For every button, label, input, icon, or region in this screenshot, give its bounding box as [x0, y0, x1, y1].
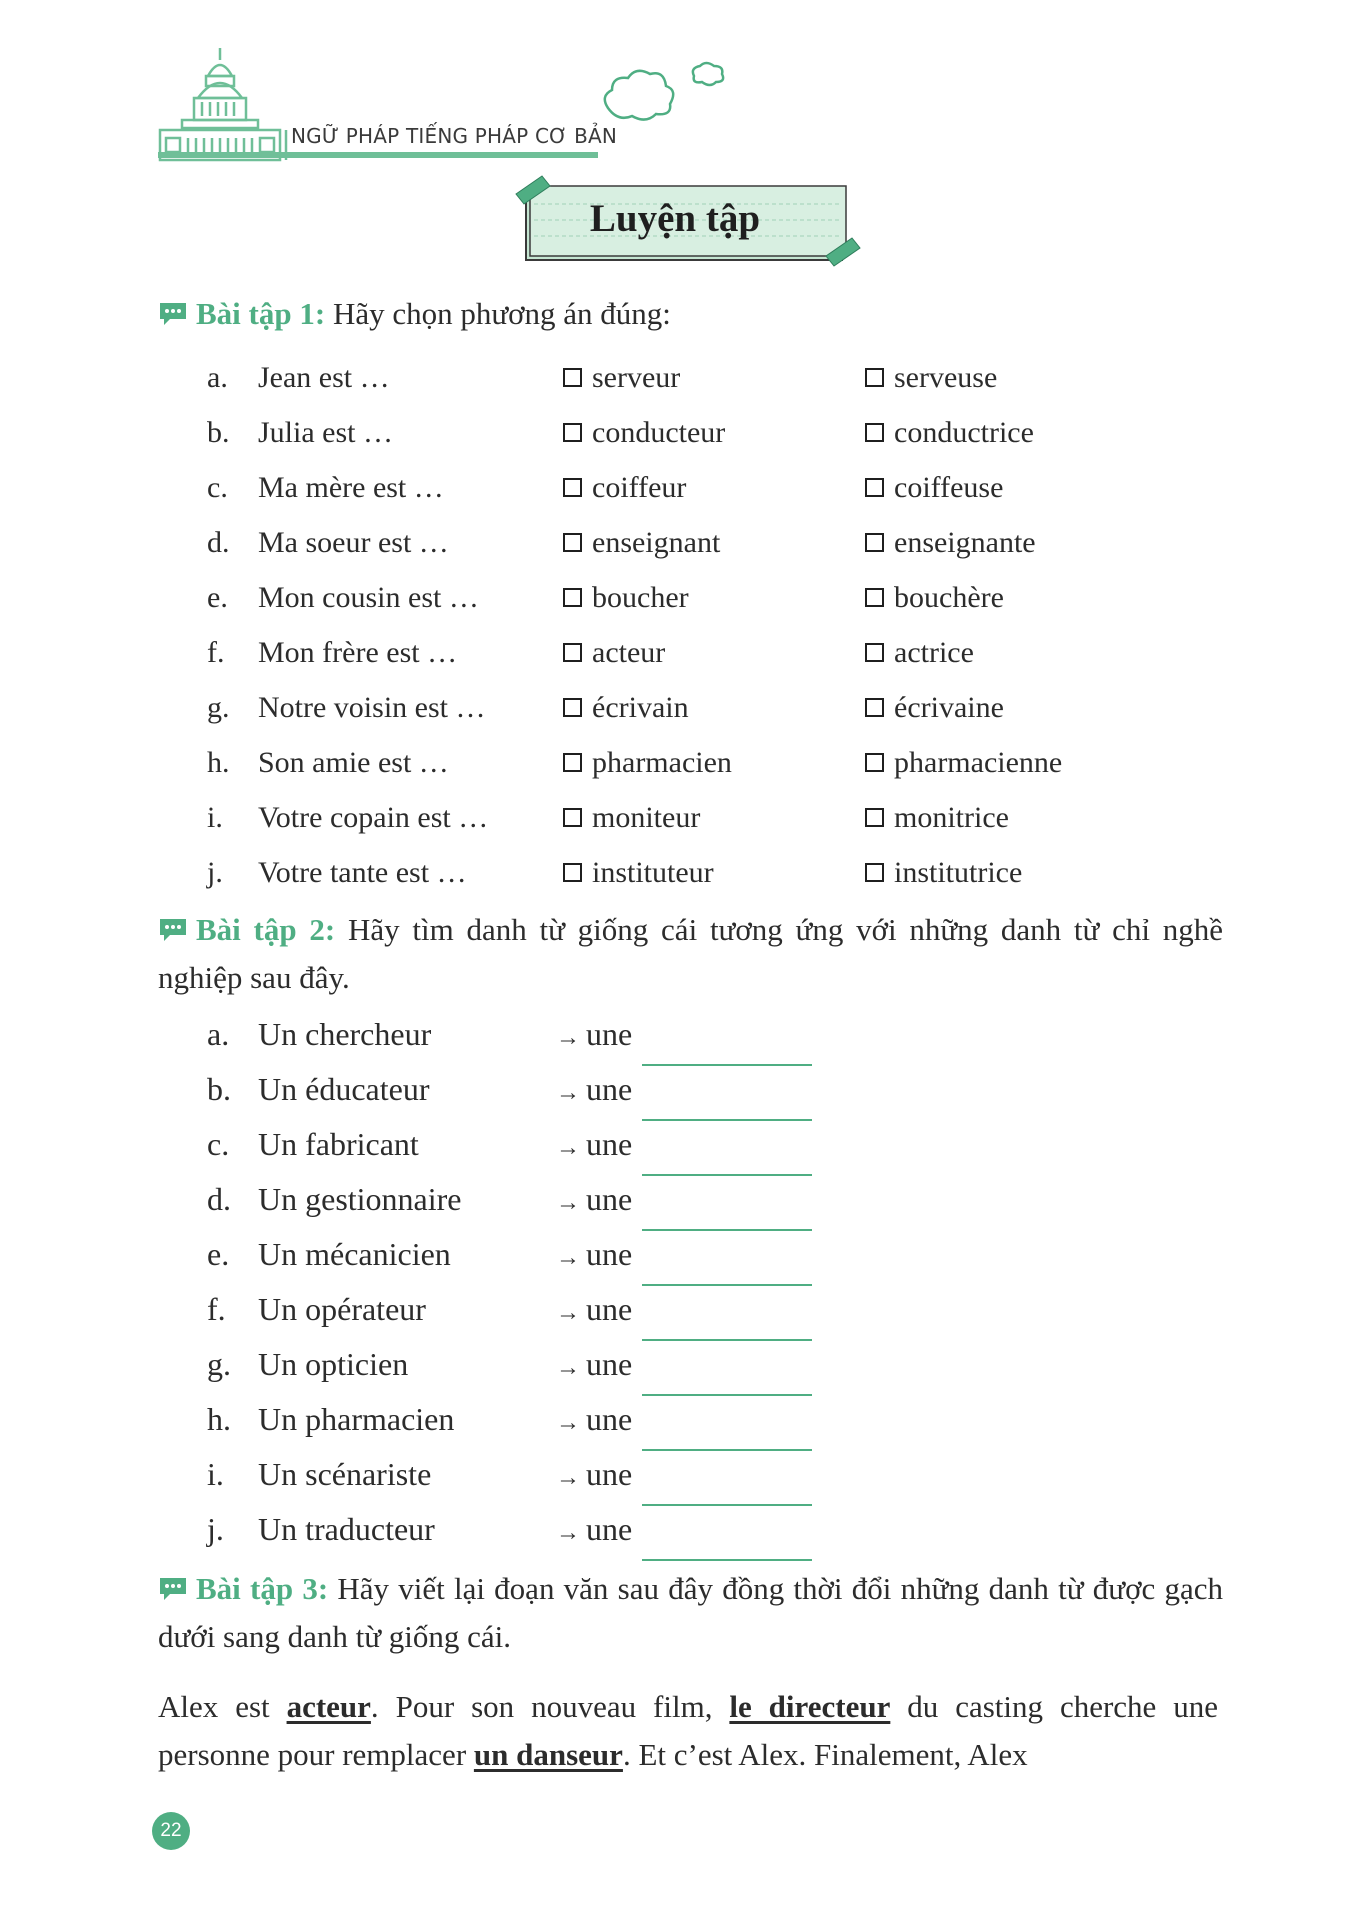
- checkbox[interactable]: [865, 478, 884, 497]
- exercise1-instruction: Hãy chọn phương án đúng:: [332, 296, 671, 331]
- list-item: [0, 1502, 1355, 1557]
- list-item: [0, 1117, 1355, 1172]
- option-label: serveuse: [894, 361, 998, 394]
- checkbox[interactable]: [563, 588, 582, 607]
- option-label: écrivaine: [894, 691, 1004, 724]
- option-label: conductrice: [894, 416, 1034, 449]
- item-letter: d.: [207, 1181, 231, 1217]
- option-label: instituteur: [592, 856, 714, 889]
- item-noun: Un opticien: [258, 1346, 409, 1382]
- item-letter: j.: [207, 856, 223, 889]
- arrow-icon: →: [556, 1190, 580, 1216]
- answer-prefix: une: [586, 1071, 633, 1107]
- checkbox[interactable]: [865, 368, 884, 387]
- arrow-icon: →: [556, 1080, 580, 1106]
- option-1[interactable]: [563, 570, 689, 625]
- section-title: Luyện tập: [589, 197, 761, 240]
- underlined-noun: un danseur: [473, 1737, 623, 1772]
- item-noun: Un opérateur: [258, 1291, 426, 1327]
- item-letter: a.: [207, 361, 228, 394]
- option-1[interactable]: [563, 460, 686, 515]
- book-title: NGỮ PHÁP TIẾNG PHÁP CƠ BẢN: [291, 124, 618, 148]
- option-label: coiffeuse: [894, 471, 1004, 504]
- checkbox[interactable]: [865, 588, 884, 607]
- item-noun: Un mécanicien: [258, 1236, 451, 1272]
- item-stem: Son amie est …: [258, 746, 449, 779]
- answer-prefix: une: [586, 1346, 633, 1382]
- answer-blank[interactable]: [642, 1301, 812, 1341]
- header-rule: [158, 152, 598, 158]
- checkbox[interactable]: [865, 863, 884, 882]
- option-2[interactable]: [865, 405, 1034, 460]
- item-stem: Mon frère est …: [258, 636, 458, 669]
- answer-blank[interactable]: [642, 1466, 812, 1506]
- item-stem: Notre voisin est …: [258, 691, 486, 724]
- item-letter: g.: [207, 1346, 231, 1382]
- answer-prefix: une: [586, 1291, 633, 1327]
- item-letter: i.: [207, 801, 223, 834]
- option-2[interactable]: [865, 735, 1062, 790]
- option-label: acteur: [592, 636, 666, 669]
- exercise3-heading: [158, 1565, 1223, 1661]
- list-item: [0, 350, 1355, 405]
- item-letter: h.: [207, 1401, 231, 1437]
- list-item: [0, 515, 1355, 570]
- checkbox[interactable]: [865, 753, 884, 772]
- list-item: [0, 1282, 1355, 1337]
- arrow-icon: →: [556, 1300, 580, 1326]
- exercise3-instruction: Hãy viết lại đoạn văn sau đây đồng thời đổi những danh từ được gạch dưới sang danh từ giống cái.: [158, 1571, 1223, 1654]
- item-letter: h.: [207, 746, 230, 779]
- answer-prefix: une: [586, 1401, 633, 1437]
- answer-blank[interactable]: [642, 1521, 812, 1561]
- exercise2-heading: [158, 906, 1223, 1002]
- checkbox[interactable]: [563, 863, 582, 882]
- option-2[interactable]: [865, 680, 1004, 735]
- answer-prefix: une: [586, 1181, 633, 1217]
- option-1[interactable]: [563, 625, 665, 680]
- exercise1-label: Bài tập 1:: [196, 296, 326, 331]
- exercise1-heading: [158, 290, 1223, 338]
- item-stem: Julia est …: [258, 416, 393, 449]
- checkbox[interactable]: [865, 808, 884, 827]
- chat-bubble-icon: [158, 917, 188, 943]
- option-1[interactable]: [563, 845, 714, 900]
- paragraph-text: du casting cherche une personne pour remplacer: [158, 1689, 1218, 1772]
- arrow-icon: →: [556, 1410, 580, 1436]
- cloud-icon: [598, 60, 738, 130]
- item-letter: b.: [207, 1071, 231, 1107]
- option-label: serveur: [592, 361, 681, 394]
- item-noun: Un scénariste: [258, 1456, 432, 1492]
- answer-prefix: une: [586, 1126, 633, 1162]
- checkbox[interactable]: [865, 698, 884, 717]
- option-label: bouchère: [894, 581, 1004, 614]
- item-letter: c.: [207, 471, 228, 504]
- item-letter: b.: [207, 416, 230, 449]
- list-item: [0, 1062, 1355, 1117]
- option-1[interactable]: [563, 735, 732, 790]
- item-letter: i.: [207, 1456, 224, 1492]
- underlined-noun: acteur: [286, 1689, 371, 1724]
- answer-blank[interactable]: [642, 1136, 812, 1176]
- capitol-building-icon: [152, 46, 612, 166]
- underlined-noun: le directeur: [729, 1689, 891, 1724]
- item-noun: Un fabricant: [258, 1126, 419, 1162]
- item-noun: Un gestionnaire: [258, 1181, 462, 1217]
- option-label: enseignante: [894, 526, 1036, 559]
- arrow-icon: →: [556, 1245, 580, 1271]
- item-letter: g.: [207, 691, 230, 724]
- list-item: [0, 1172, 1355, 1227]
- item-letter: d.: [207, 526, 230, 559]
- checkbox[interactable]: [563, 808, 582, 827]
- item-stem: Votre copain est …: [258, 801, 489, 834]
- paragraph-text: . Pour son nouveau film,: [370, 1689, 730, 1724]
- list-item: [0, 1227, 1355, 1282]
- item-letter: j.: [207, 1511, 224, 1547]
- item-letter: c.: [207, 1126, 230, 1162]
- item-letter: e.: [207, 581, 228, 614]
- item-stem: Mon cousin est …: [258, 581, 479, 614]
- option-label: actrice: [894, 636, 974, 669]
- item-stem: Ma mère est …: [258, 471, 444, 504]
- option-label: institutrice: [894, 856, 1023, 889]
- list-item: [0, 845, 1355, 900]
- arrow-icon: →: [556, 1520, 580, 1546]
- item-noun: Un chercheur: [258, 1016, 432, 1052]
- exercise2-label: Bài tập 2:: [196, 912, 336, 947]
- option-2[interactable]: [865, 790, 1009, 845]
- list-item: [0, 1007, 1355, 1062]
- list-item: [0, 735, 1355, 790]
- item-noun: Un éducateur: [258, 1071, 430, 1107]
- arrow-icon: →: [556, 1465, 580, 1491]
- list-item: [0, 460, 1355, 515]
- option-2[interactable]: [865, 460, 1003, 515]
- option-1[interactable]: [563, 790, 700, 845]
- arrow-icon: →: [556, 1355, 580, 1381]
- paragraph-text: Alex est: [158, 1689, 287, 1724]
- option-label: pharmacien: [592, 746, 732, 779]
- option-label: écrivain: [592, 691, 689, 724]
- option-2[interactable]: [865, 350, 997, 405]
- answer-blank[interactable]: [642, 1411, 812, 1451]
- chat-bubble-icon: [158, 1576, 188, 1602]
- option-label: monitrice: [894, 801, 1009, 834]
- checkbox[interactable]: [865, 533, 884, 552]
- option-2[interactable]: [865, 845, 1022, 900]
- item-letter: f.: [207, 636, 225, 669]
- option-1[interactable]: [563, 350, 680, 405]
- checkbox[interactable]: [563, 643, 582, 662]
- item-letter: f.: [207, 1291, 226, 1327]
- option-1[interactable]: [563, 680, 689, 735]
- list-item: [0, 1447, 1355, 1502]
- checkbox[interactable]: [865, 643, 884, 662]
- option-label: pharmacienne: [894, 746, 1063, 779]
- item-stem: Votre tante est …: [258, 856, 467, 889]
- answer-blank[interactable]: [642, 1246, 812, 1286]
- item-noun: Un traducteur: [258, 1511, 435, 1547]
- checkbox[interactable]: [865, 423, 884, 442]
- answer-blank[interactable]: [642, 1191, 812, 1231]
- list-item: [0, 1392, 1355, 1447]
- checkbox[interactable]: [563, 533, 582, 552]
- answer-prefix: une: [586, 1236, 633, 1272]
- paragraph-text: . Et c’est Alex. Finalement, Alex: [622, 1737, 1028, 1772]
- option-label: boucher: [592, 581, 689, 614]
- exercise3-paragraph: [158, 1683, 1218, 1779]
- option-label: coiffeur: [592, 471, 687, 504]
- option-2[interactable]: [865, 570, 1004, 625]
- answer-prefix: une: [586, 1456, 633, 1492]
- answer-blank[interactable]: [642, 1356, 812, 1396]
- chat-bubble-icon: [158, 301, 188, 327]
- page-number: 22: [152, 1812, 190, 1850]
- exercise2-instruction: Hãy tìm danh từ giống cái tương ứng với những danh từ chỉ nghề nghiệp sau đây.: [158, 912, 1223, 995]
- answer-prefix: une: [586, 1016, 633, 1052]
- option-label: enseignant: [592, 526, 721, 559]
- item-stem: Jean est …: [258, 361, 390, 394]
- checkbox[interactable]: [563, 368, 582, 387]
- list-item: [0, 625, 1355, 680]
- option-label: conducteur: [592, 416, 726, 449]
- list-item: [0, 405, 1355, 460]
- list-item: [0, 680, 1355, 735]
- option-1[interactable]: [563, 515, 720, 570]
- item-letter: a.: [207, 1016, 230, 1052]
- answer-blank[interactable]: [642, 1026, 812, 1066]
- item-stem: Ma soeur est …: [258, 526, 449, 559]
- list-item: [0, 790, 1355, 845]
- arrow-icon: →: [556, 1025, 580, 1051]
- item-letter: e.: [207, 1236, 230, 1272]
- answer-blank[interactable]: [642, 1081, 812, 1121]
- checkbox[interactable]: [563, 423, 582, 442]
- checkbox[interactable]: [563, 753, 582, 772]
- option-label: moniteur: [592, 801, 701, 834]
- arrow-icon: →: [556, 1135, 580, 1161]
- checkbox[interactable]: [563, 698, 582, 717]
- answer-prefix: une: [586, 1511, 633, 1547]
- checkbox[interactable]: [563, 478, 582, 497]
- option-2[interactable]: [865, 515, 1036, 570]
- list-item: [0, 570, 1355, 625]
- option-1[interactable]: [563, 405, 725, 460]
- item-noun: Un pharmacien: [258, 1401, 455, 1437]
- option-2[interactable]: [865, 625, 974, 680]
- exercise3-label: Bài tập 3:: [196, 1571, 329, 1606]
- list-item: [0, 1337, 1355, 1392]
